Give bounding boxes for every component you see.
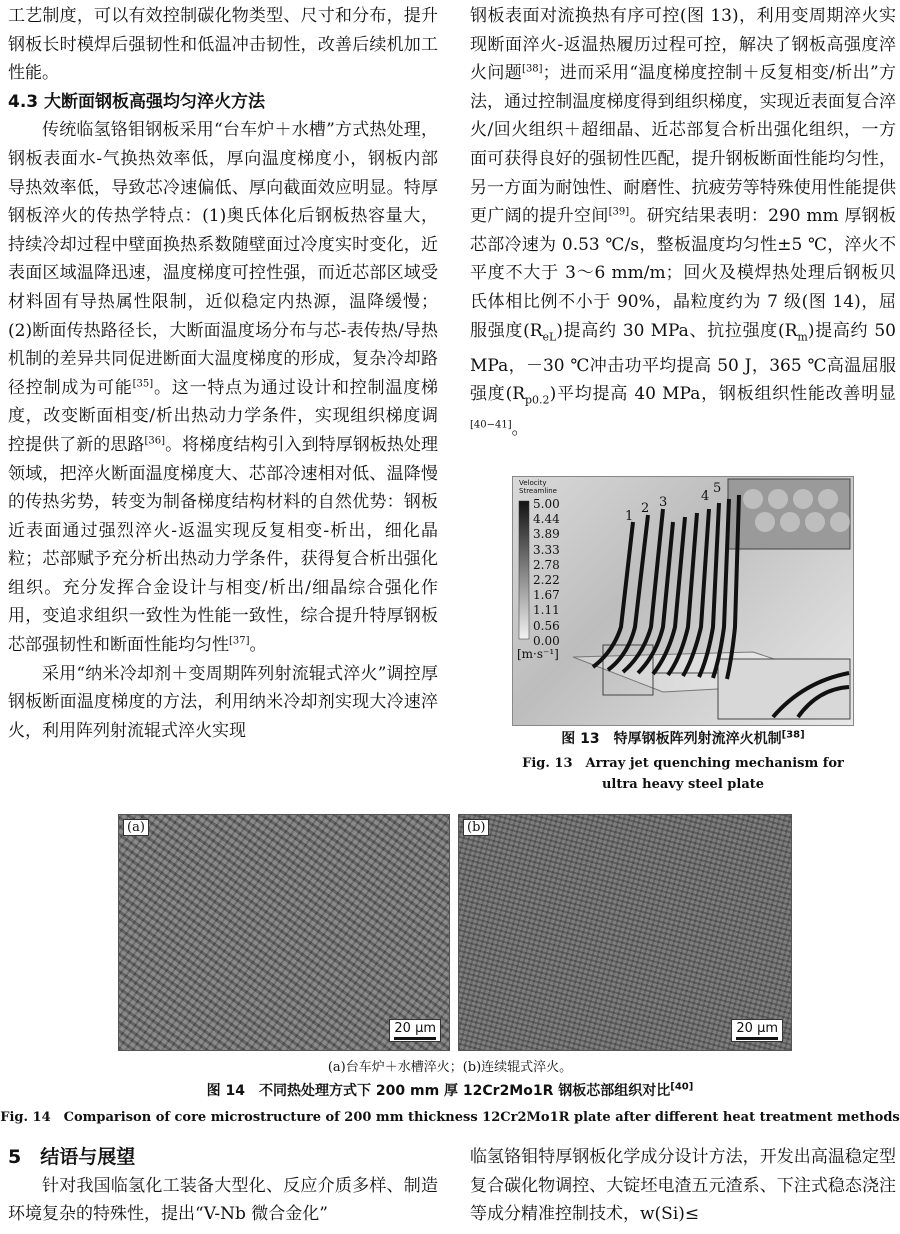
para-text: )平均提高 40 MPa，钢板组织性能改善明显 [549, 384, 896, 405]
jet-label: 1 [625, 509, 634, 524]
paragraph-continuation: 工艺制度，可以有效控制碳化物类型、尺寸和分布，提升钢板长时模焊后强韧性和低温冲击韧性，改善后续机加工性能。 [8, 6, 438, 84]
legend-tick-label: 3.89 [533, 527, 560, 542]
legend-ticks [533, 497, 573, 649]
subscript: m [797, 329, 808, 343]
legend-unit: [m·s⁻¹] [517, 647, 559, 661]
jet-label: 5 [713, 481, 722, 496]
citation-link[interactable]: [40] [670, 1081, 694, 1093]
citation-link[interactable]: [40−41] [470, 419, 512, 431]
paragraph-results [470, 2, 896, 444]
citation-link[interactable]: [38] [522, 63, 543, 75]
subscript: p0.2 [525, 393, 550, 407]
legend-tick-label: 3.33 [533, 542, 560, 557]
para-text: )提高约 50 MPa，－30 ℃冲击功平均提高 50 J，365 ℃高温屈服强度(R [470, 320, 896, 405]
left-column [8, 2, 438, 745]
figure-13-caption-en-line2: ultra heavy steel plate [601, 777, 765, 792]
para-text: 。研究结果表明：290 mm 厚钢板芯部冷速为 0.53 ℃/s，整板温度均匀性±5 ℃，淬火不平度不大于 3～6 mm/m；回火及模焊热处理后钢板贝氏体相比例不小于 90%，晶粒度约为 7 级(图 14)，屈服强度(R [470, 206, 896, 341]
citation-link[interactable]: [36] [144, 435, 166, 447]
figure-13-caption-cn [470, 728, 896, 748]
section-5-right [470, 1143, 896, 1229]
jet-streamlines [593, 495, 739, 679]
legend-tick-label: 2.22 [533, 573, 560, 588]
para-text: ；进而采用“温度梯度控制＋反复相变/析出”方法，通过控制温度梯度得到组织梯度，实现近表面复合淬火/回火组织＋超细晶、近芯部复合析出强化组织，一方面可获得良好的强韧性匹配，提升钢板断面性能均匀性，另一方面为耐蚀性、耐磨性、抗疲劳等特殊使用性能提供更广阔的提升空间 [470, 63, 897, 227]
legend-tick-label: 0.00 [533, 633, 560, 648]
section-heading-4-3: 4.3 大断面钢板高强均匀淬火方法 [8, 91, 266, 112]
right-column [470, 2, 896, 444]
caption-text: 图 13 特厚钢板阵列射流淬火机制 [561, 731, 782, 747]
para-text: )提高约 30 MPa、抗拉强度(R [556, 320, 798, 341]
microstructure-panel-a [118, 814, 450, 1051]
panel-label: (b) [463, 819, 489, 836]
legend-tick-label: 1.67 [533, 588, 560, 603]
para-text: 。 [249, 635, 267, 656]
legend-title [519, 479, 557, 495]
jet-label: 4 [701, 489, 710, 504]
figure-14-caption-cn [0, 1080, 900, 1100]
scale-bar-line [736, 1037, 778, 1040]
figure-14-subcaption: (a)台车炉＋水槽淬火；(b)连续辊式淬火。 [327, 1060, 573, 1075]
para-text: 传统临氢铬钼钢板采用“台车炉＋水槽”方式热处理，钢板表面水-气换热效率低，厚向温度梯度小，钢板内部导热效率低，导致芯冷速偏低、厚向截面效应明显。特厚钢板淬火的传热学特点：(1)奥氏体化后钢板热容量大，持续冷却过程中壁面换热系数随壁面过冷度实时变化，近表面区域温降迅速，温度梯度可控性强，而近芯部区域受材料固有导热属性限制，近似稳定内热源，温降缓慢；(2)断面传热路径长，大断面温度场分布与芯-表传热/导热机制的差异共同促进断面大温度梯度的形成，复杂冷却路径控制成为可能 [8, 120, 438, 398]
scale-label: 20 μm [736, 1021, 778, 1036]
para-text: 。将梯度结构引入到特厚钢板热处理领域，把淬火断面温度梯度大、芯部冷速相对低、温降慢的传热劣势，转变为制备梯度结构材料的自然优势：钢板近表面通过强烈淬火-返温实现反复相变-析出，细化晶粒；芯部赋予充分析出热动力学条件，获得复合析出强化组织。充分发挥合金设计与相变/析出/细晶综合强化作用，变追求组织一致性为性能一致性，综合提升特厚钢板芯部强韧性和断面性能均匀性 [8, 434, 439, 656]
citation-link[interactable]: [37] [229, 635, 250, 647]
caption-text: 图 14 不同热处理方式下 200 mm 厚 12Cr2Mo1R 钢板芯部组织对比 [206, 1083, 671, 1099]
figure-13-image [512, 476, 854, 726]
legend-tick-label: 2.78 [533, 557, 560, 572]
scale-label: 20 μm [394, 1021, 436, 1036]
figure-13-caption-en: Fig. 13 Array jet quenching mechanism for [522, 756, 844, 771]
legend-tick-label: 0.56 [533, 618, 560, 633]
citation-link[interactable]: [38] [781, 729, 805, 741]
paragraph-conclusion: 针对我国临氢化工装备大型化、反应介质多样、制造环境复杂的特殊性，提出“V-Nb 微合金化” [8, 1175, 438, 1225]
paragraph-quenching [8, 116, 438, 659]
para-text: 。 [511, 419, 529, 440]
citation-link[interactable]: [39] [608, 206, 630, 218]
citation-link[interactable]: [35] [132, 378, 154, 390]
scale-bar-line [394, 1037, 436, 1040]
legend-title-line: Velocity [519, 479, 547, 487]
jet-label: 3 [659, 495, 668, 510]
legend-tick-label: 5.00 [533, 497, 560, 511]
scale-bar [389, 1019, 441, 1042]
scale-bar [731, 1019, 783, 1042]
panel-label: (a) [123, 819, 149, 836]
legend-colorbar [519, 501, 529, 639]
paragraph-method: 采用“纳米冷却剂＋变周期阵列射流辊式淬火”调控厚钢板断面温度梯度的方法，利用纳米冷却剂实现大冷速淬火，利用阵列射流辊式淬火实现 [8, 663, 438, 741]
jet-label: 2 [641, 501, 650, 516]
section-5-left [8, 1143, 438, 1229]
subscript: eL [542, 329, 557, 343]
legend-tick-label: 1.11 [533, 603, 560, 618]
para-text: 。这一特点为通过设计和控制温度梯度，改变断面相变/析出热动力学条件，实现组织梯度调控提供了新的思路 [8, 377, 439, 455]
legend-title-line: Streamline [519, 487, 557, 495]
figure-14-caption-en: Fig. 14 Comparison of core microstructure of 200 mm thickness 12Cr2Mo1R plate after different heat treatment methods [0, 1110, 900, 1125]
legend-tick-label: 4.44 [533, 512, 560, 527]
paragraph-conclusion-cont: 临氢铬钼特厚钢板化学成分设计方法，开发出高温稳定型复合碳化物调控、大锭坯电渣五元渣系、下注式稳态浇注等成分精准控制技术，w(Si)≤ [470, 1147, 896, 1225]
microstructure-panel-b [458, 814, 792, 1051]
section-heading-5: 5 结语与展望 [8, 1146, 136, 1168]
para-text: 钢板表面对流换热有序可控(图 13)，利用变周期淬火实现断面淬火-返温热履历过程可控，解决了钢板高强度淬火问题 [470, 6, 896, 84]
